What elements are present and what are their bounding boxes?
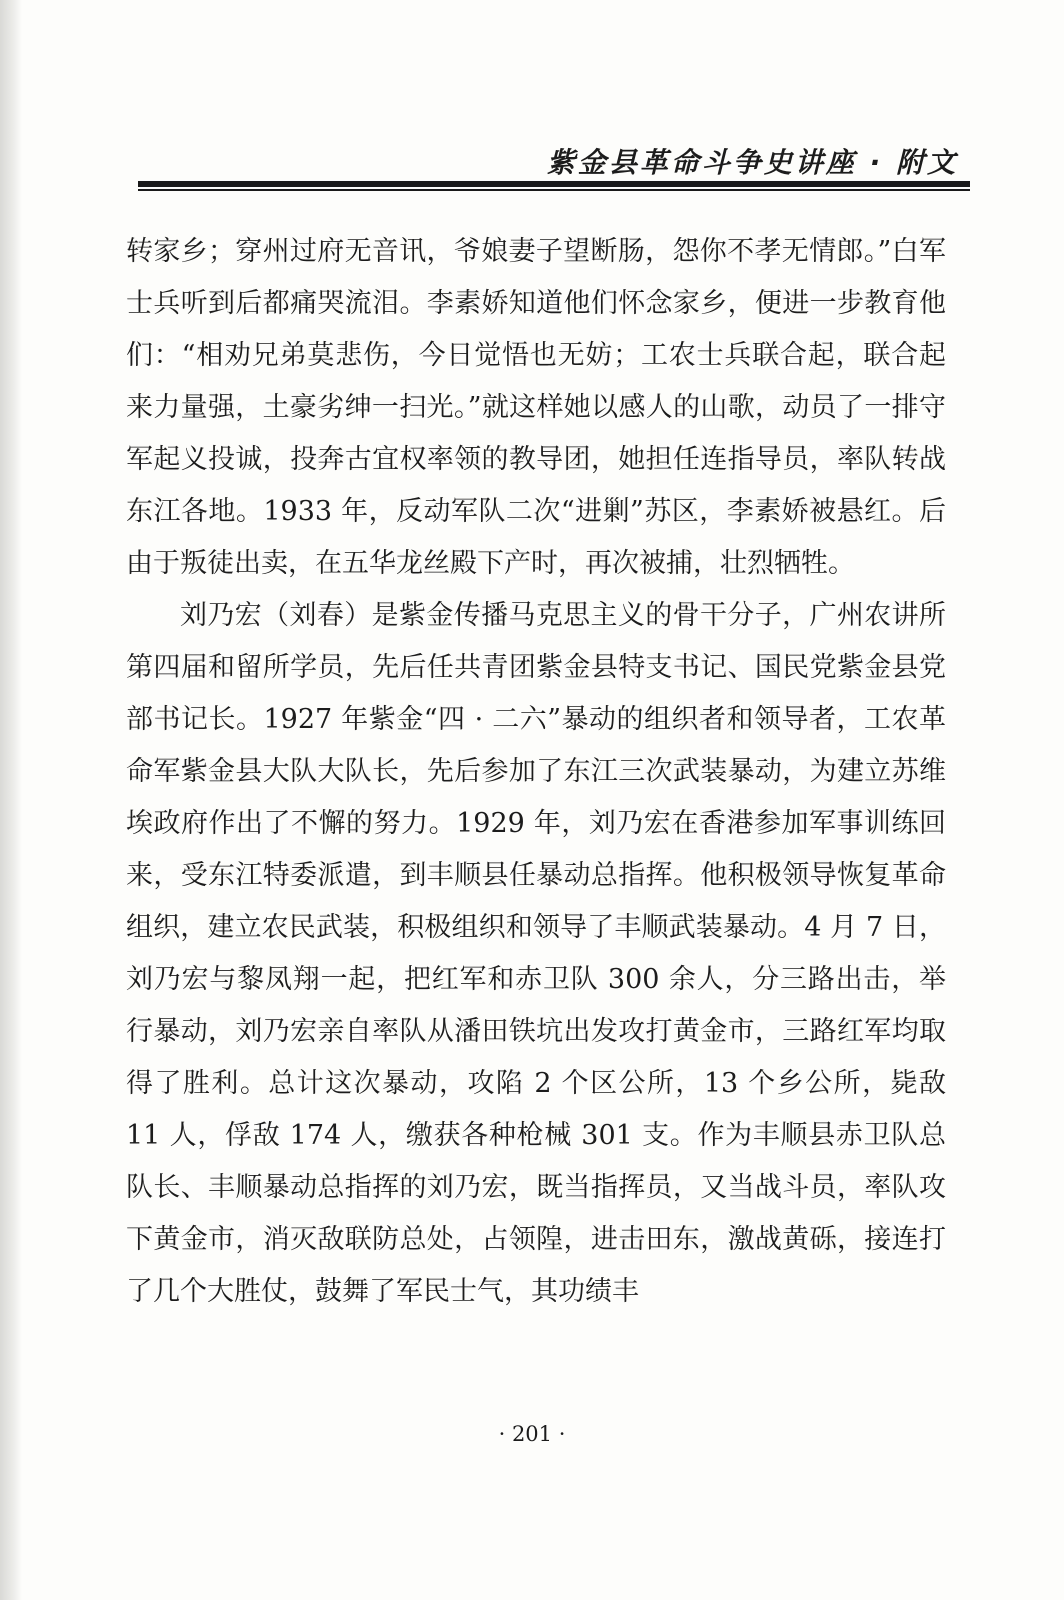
- binding-shadow: [0, 0, 22, 1600]
- running-header: 紫金县革命斗争史讲座 · 附文: [546, 146, 958, 179]
- body-text: [126, 226, 946, 1318]
- paragraph-continuation: 转家乡；穿州过府无音讯，爷娘妻子望断肠，怨你不孝无情郎。”白军士兵听到后都痛哭流泪。李素娇知道他们怀念家乡，便进一步教育他们：“相劝兄弟莫悲伤，今日觉悟也无妨；工农士兵联合起，联合起来力量强，土豪劣绅一扫光。”就这样她以感人的山歌，动员了一排守军起义投诚，投奔古宜权率领的教导团，她担任连指导员，率队转战东江各地。1933 年，反动军队二次“进剿”苏区，李素娇被悬红。后由于叛徒出卖，在五华龙丝殿下产时，再次被捕，壮烈牺牲。: [126, 236, 946, 579]
- header-rule-thin: [138, 189, 970, 191]
- page-number: · 201 ·: [498, 1422, 566, 1446]
- header-rule-thick: [138, 181, 970, 187]
- paragraph-liu-naihong: 刘乃宏（刘春）是紫金传播马克思主义的骨干分子，广州农讲所第四届和留所学员，先后任共青团紫金县特支书记、国民党紫金县党部书记长。1927 年紫金“四 · 二六”暴动的组织者和领导者，工农革命军紫金县大队大队长，先后参加了东江三次武装暴动，为建立苏维埃政府作出了不懈的努力。1929 年，刘乃宏在香港参加军事训练回来，受东江特委派遣，到丰顺县任暴动总指挥。他积极领导恢复革命组织，建立农民武装，积极组织和领导了丰顺武装暴动。4 月 7 日，刘乃宏与黎凤翔一起，把红军和赤卫队 300 余人，分三路出击，举行暴动，刘乃宏亲自率队从潘田铁坑出发攻打黄金市，三路红军均取得了胜利。总计这次暴动，攻陷 2 个区公所，13 个乡公所，毙敌 11 人，俘敌 174 人，缴获各种枪械 301 支。作为丰顺县赤卫队总队长、丰顺暴动总指挥的刘乃宏，既当指挥员，又当战斗员，率队攻下黄金市，消灭敌联防总处，占领隍，进击田东，激战黄砾，接连打了几个大胜仗，鼓舞了军民士气，其功绩丰: [126, 600, 946, 1307]
